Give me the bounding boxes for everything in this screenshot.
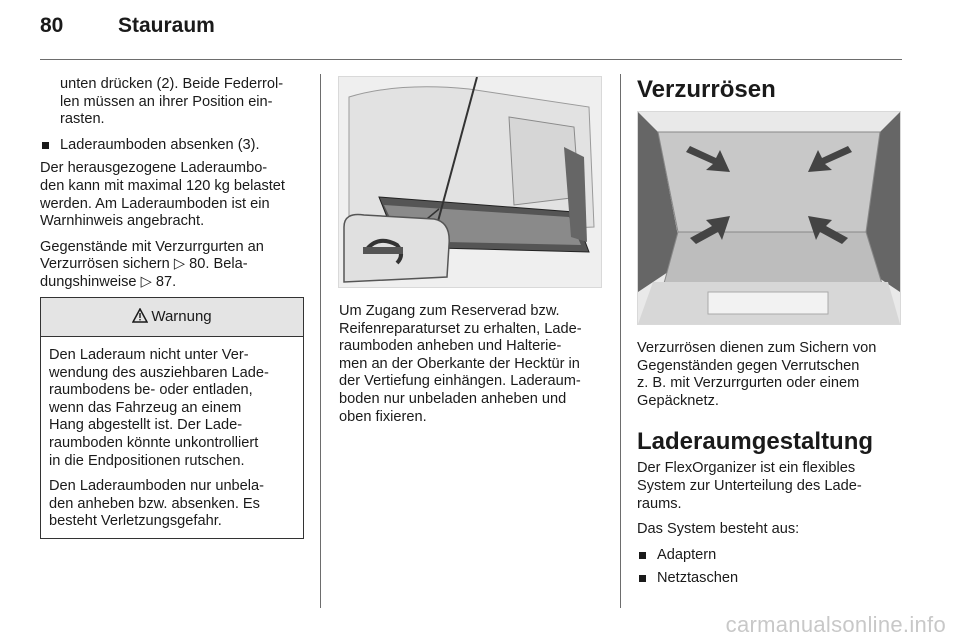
page-title: Stauraum xyxy=(118,14,215,37)
warning-paragraph-1: Den Laderaum nicht unter Ver- wendung des ausziehbaren Lade- raumbodens be- oder entladen, wenn das Fahrzeug an einem Hang abgestellt ist. Der Lade- raumboden könnte unkontrolliert in die Endpositionen rutschen. xyxy=(49,347,269,469)
load-capacity-paragraph: Der herausgezogene Laderaumbo- den kann mit maximal 120 kg belastet werden. Am Laderaumboden ist ein Warnhinweis angebracht. xyxy=(40,160,285,230)
step-continuation: unten drücken (2). Beide Federrol- len müssen an ihrer Position ein- rasten. xyxy=(60,76,284,128)
tie-down-eyes-illustration xyxy=(637,111,901,325)
warning-title: Warnung xyxy=(151,308,212,325)
page-link-87[interactable]: 87 xyxy=(155,273,173,290)
bullet-square-icon xyxy=(639,575,646,582)
column-divider-1 xyxy=(320,74,321,608)
section-heading-cargo-management: Laderaumgestaltung xyxy=(637,428,874,456)
tie-downs-paragraph: Verzurrösen dienen zum Sichern von Gegenständen gegen Verrutschen z. B. mit Verzurrgurten oder einem Gepäcknetz. xyxy=(637,340,877,409)
column-3-text xyxy=(637,340,905,594)
load-floor-illustration xyxy=(338,76,602,288)
list-item: Netztaschen xyxy=(637,570,905,588)
bullet-square-icon xyxy=(42,142,49,149)
header-divider xyxy=(40,59,902,60)
list-item: Laderaumboden absenken (3). xyxy=(40,137,306,155)
page-link-80[interactable]: 80 xyxy=(189,256,206,273)
column-1 xyxy=(40,76,306,300)
list-item: Adaptern xyxy=(637,547,905,565)
warning-box xyxy=(40,297,304,539)
column-3 xyxy=(637,76,903,104)
tie-down-paragraph: Gegenstände mit Verzurrgurten an Verzurrösen sichern ▷ 80. Bela- dungshinweise ▷ 87. xyxy=(40,238,264,290)
section-heading-tie-downs: Verzurrösen xyxy=(637,76,776,103)
warning-paragraph-2: Den Laderaumboden nur unbela- den anheben bzw. absenken. Es besteht Verletzungsgefahr. xyxy=(49,478,265,530)
flexorganizer-paragraph: Der FlexOrganizer ist ein flexibles System zur Unterteilung des Lade- raums. xyxy=(637,460,862,512)
page-reference-arrow-icon: ▷ xyxy=(140,273,152,290)
watermark: carmanualsonline.info xyxy=(725,612,946,637)
column-2 xyxy=(339,303,607,434)
warning-body xyxy=(41,337,303,531)
page-header xyxy=(40,14,902,58)
page-number: 80 xyxy=(40,14,64,37)
bullet-square-icon xyxy=(639,552,646,559)
page-reference-arrow-icon: ▷ xyxy=(173,256,186,273)
system-components-intro: Das System besteht aus: xyxy=(637,521,800,538)
spare-wheel-access-paragraph: Um Zugang zum Reserverad bzw. Reifenreparaturset zu erhalten, Lade- raumboden anheben und Halterie- men an der Oberkante der Hecktür in der Vertiefung einhängen. Laderaum- boden nur unbeladen anheben und oben fixieren. xyxy=(339,303,582,425)
column-divider-2 xyxy=(620,74,621,608)
warning-triangle-icon xyxy=(132,300,148,338)
warning-header xyxy=(41,298,303,337)
